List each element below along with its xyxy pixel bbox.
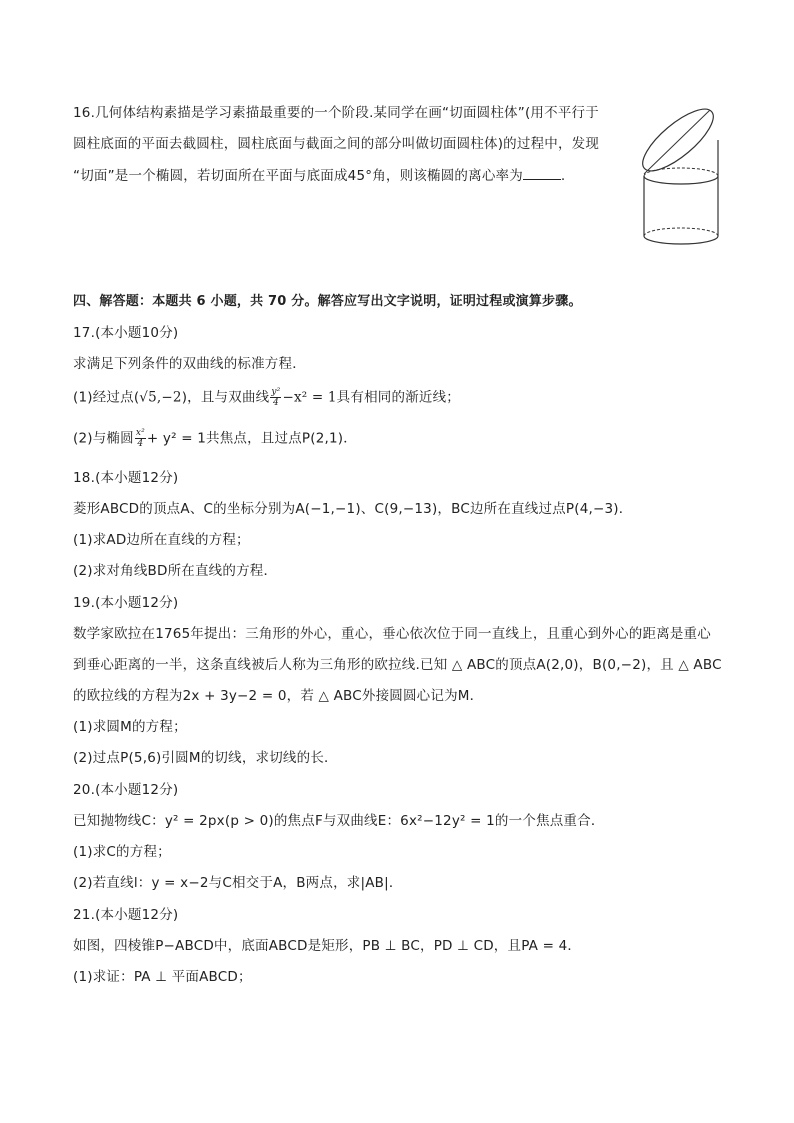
q18-part-1: (1)求AD边所在直线的方程； <box>73 532 250 548</box>
q16-line-2: 圆柱底面的平面去截圆柱，圆柱底面与截面之间的部分叫做切面圆柱体)的过程中，发现 <box>73 136 600 152</box>
q16-line-3-end: . <box>560 168 566 184</box>
q20-part-1: (1)求C的方程； <box>73 844 171 860</box>
q19-line-1: 数学家欧拉在1765年提出：三角形的外心，重心，垂心依次位于同一直线上，且重心到外心的距离是重心 <box>73 626 711 642</box>
top-ellipse-back <box>644 168 718 176</box>
q21-intro: 如图，四棱锥P−ABCD中，底面ABCD是矩形，PB ⊥ BC，PD ⊥ CD，且PA = 4． <box>73 938 582 954</box>
q17-part-2 <box>73 428 357 449</box>
q18-part-2: (2)求对角线BD所在直线的方程． <box>73 563 278 579</box>
q18-heading: 18.(本小题12分) <box>73 470 179 486</box>
q16-line-3 <box>73 165 565 186</box>
q17-p2-text-b: + y² = 1共焦点，且过点P(2,1)． <box>146 430 357 447</box>
bottom-ellipse-back <box>644 228 718 236</box>
q17-part-1 <box>73 387 460 408</box>
section-4-heading: 四、解答题：本题共 6 小题，共 70 分。解答应写出文字说明，证明过程或演算步骤。 <box>73 294 582 309</box>
top-ellipse-front <box>644 176 718 184</box>
q16-line-3-text: “切面”是一个椭圆，若切面所在平面与底面成45°角，则该椭圆的离心率为 <box>73 168 523 184</box>
q18-intro: 菱形ABCD的顶点A、C的坐标分别为A(−1,−1)、C(9,−13)，BC边所在直线过点P(4,−3)． <box>73 501 633 517</box>
q17-intro: 求满足下列条件的双曲线的标准方程． <box>73 356 306 372</box>
q17-p1-text-c: −x² = 1具有相同的渐近线； <box>282 389 460 406</box>
q20-part-2: (2)若直线l：y = x−2与C相交于A，B两点，求|AB|． <box>73 875 403 891</box>
q20-heading: 20.(本小题12分) <box>73 782 179 798</box>
q16-line-1: 16.几何体结构素描是学习素描最重要的一个阶段.某同学在画“切面圆柱体”(用不平行于 <box>73 105 599 121</box>
q17-heading: 17.(本小题10分) <box>73 325 179 341</box>
q19-line-3: 的欧拉线的方程为2x + 3y−2 = 0，若 △ ABC外接圆圆心记为M． <box>73 688 484 704</box>
cut-cylinder-figure <box>636 104 726 254</box>
q19-part-2: (2)过点P(5,6)引圆M的切线，求切线的长． <box>73 750 338 766</box>
q17-p1-text-b: )，且与双曲线 <box>181 389 270 406</box>
q19-part-1: (1)求圆M的方程； <box>73 719 187 735</box>
q20-intro: 已知抛物线C：y² = 2px(p > 0)的焦点F与双曲线E：6x²−12y² = 1的一个焦点重合． <box>73 813 605 829</box>
q17-p1-point: √5,−2 <box>139 389 182 406</box>
q17-p2-text-a: (2)与椭圆 <box>73 430 134 447</box>
q21-part-1: (1)求证：PA ⊥ 平面ABCD； <box>73 969 252 985</box>
q17-p1-fraction: $\frac{\text{y²}}{4}$ <box>271 387 281 408</box>
q19-line-2: 到垂心距离的一半，这条直线被后人称为三角形的欧拉线.已知 △ ABC的顶点A(2,0)，B(0,−2)，且 △ ABC <box>73 657 722 673</box>
bottom-ellipse-front <box>644 236 718 244</box>
q17-p1-text-a: (1)经过点( <box>73 389 140 406</box>
q21-heading: 21.(本小题12分) <box>73 907 179 923</box>
q19-heading: 19.(本小题12分) <box>73 595 179 611</box>
answer-blank <box>523 165 561 180</box>
q17-p2-fraction: $\frac{\text{x²}}{4}$ <box>135 428 145 449</box>
